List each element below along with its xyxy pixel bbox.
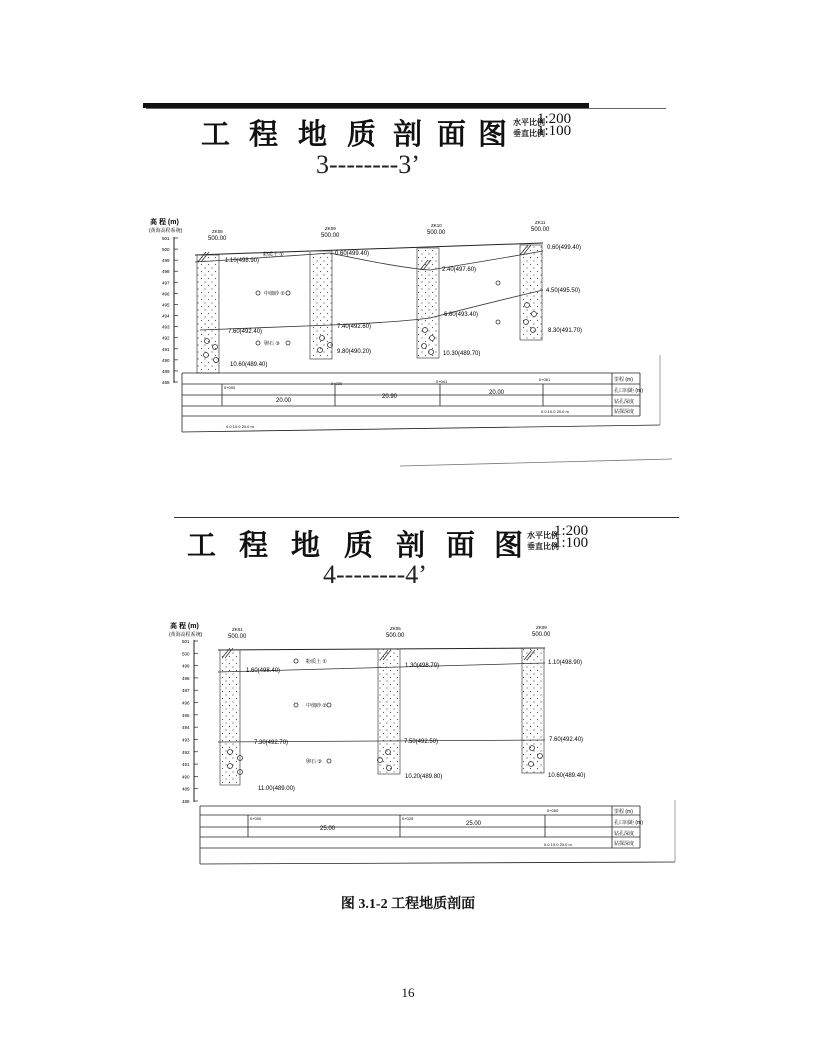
elevation-tick-label: 494 bbox=[162, 313, 170, 319]
section-title-char: 地 bbox=[298, 117, 329, 151]
row-label: 里程 (m) bbox=[614, 377, 633, 383]
elevation-tick-label: 489 bbox=[182, 786, 190, 792]
depth-label: 1.10(498.90) bbox=[225, 258, 260, 264]
section-title-char: 程 bbox=[239, 528, 270, 562]
borehole-elevation: 500.00 bbox=[228, 634, 247, 640]
elevation-tick-label: 501 bbox=[162, 236, 170, 241]
scale-value: 1:200 bbox=[554, 523, 589, 539]
depth-label: 7.40(492.60) bbox=[337, 324, 372, 330]
elevation-tick-label: 494 bbox=[182, 725, 190, 731]
figure-caption: 图 3.1-2 工程地质剖面 bbox=[340, 897, 476, 912]
elevation-tick-label: 491 bbox=[162, 346, 170, 352]
station-value: 0+041 bbox=[436, 379, 448, 384]
elevation-tick-label: 498 bbox=[162, 269, 170, 275]
borehole-elevation: 500.00 bbox=[386, 633, 405, 639]
elevation-tick-label: 500 bbox=[162, 247, 170, 253]
borehole-column bbox=[522, 648, 544, 773]
borehole-elevation: 500.00 bbox=[532, 632, 551, 638]
borehole-elevation: 500.00 bbox=[321, 233, 340, 239]
section-title-char: 程 bbox=[249, 117, 280, 151]
depth-label: 1.60(498.40) bbox=[246, 668, 281, 674]
elevation-tick-label: 492 bbox=[182, 749, 190, 755]
distance-value: 25.00 bbox=[466, 821, 482, 827]
row-label: 钻探深度 bbox=[614, 841, 635, 847]
depth-label: 8.30(491.70) bbox=[548, 328, 583, 334]
row-label: 孔口间距 (m) bbox=[614, 388, 643, 394]
elevation-axis-label: 高 程 (m) bbox=[170, 623, 199, 630]
distance-value: 20.90 bbox=[382, 394, 398, 400]
scale-label: 垂直比例 bbox=[513, 129, 545, 138]
depth-label: 7.60(492.40) bbox=[549, 737, 584, 743]
elevation-tick-label: 492 bbox=[162, 335, 170, 341]
elevation-tick-label: 495 bbox=[182, 712, 190, 718]
soil-label: 卵石 ③ bbox=[306, 759, 322, 765]
bar-scale: 0.0 10.0 20.0 m bbox=[544, 842, 572, 847]
borehole-id: ZK05 bbox=[390, 626, 401, 631]
scale-label: 水平比例 bbox=[527, 531, 559, 540]
scale-label: 垂直比例 bbox=[527, 542, 559, 551]
section-title-char: 质 bbox=[347, 117, 378, 151]
depth-label: 7.30(492.70) bbox=[254, 740, 289, 746]
elevation-tick-label: 498 bbox=[182, 675, 190, 681]
profile-table bbox=[200, 806, 675, 864]
soil-label: 中细砂 ② bbox=[264, 291, 285, 297]
station-value: 0+061 bbox=[539, 377, 551, 382]
section-title-char: 面 bbox=[446, 528, 477, 562]
station-value: 0+050 bbox=[547, 808, 559, 813]
elevation-axis-label: 高 程 (m) bbox=[150, 219, 179, 226]
depth-label: 4.50(495.50) bbox=[546, 288, 581, 294]
section-title-char: 工 bbox=[201, 117, 232, 151]
depth-label: 0.60(499.40) bbox=[335, 251, 370, 257]
depth-label: 6.60(493.40) bbox=[444, 312, 479, 318]
section-title-char: 面 bbox=[437, 117, 468, 151]
station-value: 0+025 bbox=[402, 816, 414, 821]
depth-label: 10.60(489.40) bbox=[548, 773, 586, 779]
bar-scale: 0.0 10.0 20.0 m bbox=[226, 424, 254, 429]
section-title-char: 图 bbox=[494, 528, 525, 562]
depth-label: 2.40(497.60) bbox=[442, 267, 477, 273]
elevation-tick-label: 491 bbox=[182, 762, 190, 768]
elevation-tick-label: 497 bbox=[162, 280, 170, 286]
scale-label: 水平比例 bbox=[513, 118, 545, 127]
row-label: 钻孔深度 bbox=[614, 831, 635, 837]
depth-label: 1.10(498.90) bbox=[548, 660, 583, 666]
elevation-tick-label: 495 bbox=[162, 302, 170, 308]
depth-label: 10.30(489.70) bbox=[443, 351, 481, 357]
depth-label: 7.50(492.50) bbox=[404, 739, 439, 745]
borehole-elevation: 500.00 bbox=[531, 227, 550, 233]
elevation-tick-label: 488 bbox=[162, 380, 170, 385]
depth-label: 10.20(489.80) bbox=[405, 774, 443, 780]
scale-value: 1:200 bbox=[537, 111, 572, 127]
elevation-tick-label: 497 bbox=[182, 688, 190, 694]
section-title-char: 质 bbox=[344, 528, 375, 562]
distance-value: 20.00 bbox=[489, 390, 505, 396]
depth-label: 11.00(489.00) bbox=[258, 786, 295, 792]
elevation-axis-sub: (黄海高程系统) bbox=[149, 228, 183, 234]
section-title-char: 工 bbox=[187, 528, 218, 562]
section-id: 3--------3’ bbox=[316, 150, 420, 179]
elevation-tick-label: 493 bbox=[162, 324, 170, 330]
borehole-id: ZK10 bbox=[431, 223, 442, 228]
elevation-tick-label: 489 bbox=[162, 368, 170, 374]
soil-label: 卵石 ③ bbox=[264, 341, 280, 347]
scale-value: 1:100 bbox=[554, 535, 589, 551]
borehole-id: ZK09 bbox=[325, 226, 336, 231]
row-label: 钻孔深度 bbox=[614, 399, 635, 405]
depth-label: 10.60(489.40) bbox=[230, 362, 268, 368]
elevation-tick-label: 490 bbox=[182, 774, 190, 780]
elevation-tick-label: 496 bbox=[162, 291, 170, 297]
elevation-tick-label: 501 bbox=[182, 639, 190, 644]
borehole-column bbox=[220, 650, 240, 785]
depth-label: 7.60(492.40) bbox=[228, 329, 263, 335]
elevation-axis-sub: (黄海高程系统) bbox=[169, 632, 203, 638]
section-id: 4--------4’ bbox=[323, 560, 427, 589]
section-title-char: 地 bbox=[291, 528, 322, 562]
elevation-tick-label: 499 bbox=[162, 258, 170, 264]
row-label: 孔口间距 (m) bbox=[614, 820, 643, 826]
borehole-id: ZK08 bbox=[212, 229, 223, 234]
elevation-tick-label: 488 bbox=[182, 799, 190, 804]
borehole-elevation: 500.00 bbox=[427, 230, 446, 236]
distance-value: 25.00 bbox=[320, 826, 336, 832]
station-value: 0+020 bbox=[331, 381, 343, 386]
section-title-char: 剖 bbox=[396, 528, 427, 562]
soil-label: 中细砂 ② bbox=[306, 703, 327, 709]
borehole-id: ZK01 bbox=[232, 627, 243, 632]
elevation-tick-label: 500 bbox=[182, 651, 190, 657]
elevation-tick-label: 499 bbox=[182, 663, 190, 669]
scale-value: 1:100 bbox=[537, 123, 572, 139]
page-number: 16 bbox=[401, 985, 415, 1000]
station-value: 0+000 bbox=[224, 385, 236, 390]
elevation-tick-label: 496 bbox=[182, 700, 190, 706]
elevation-tick-label: 490 bbox=[162, 357, 170, 363]
depth-label: 0.60(499.40) bbox=[547, 245, 582, 251]
row-label: 里程 (m) bbox=[614, 809, 633, 815]
section-title-char: 图 bbox=[478, 117, 509, 151]
borehole-elevation: 500.00 bbox=[208, 236, 227, 242]
soil-label: 粉质土 ① bbox=[263, 252, 284, 258]
elevation-tick-label: 493 bbox=[182, 737, 190, 743]
bar-scale: 0.0 10.0 20.0 m bbox=[541, 409, 569, 414]
section-title-char: 剖 bbox=[393, 117, 424, 151]
distance-value: 20.00 bbox=[276, 398, 292, 404]
depth-label: 9.80(490.20) bbox=[337, 349, 372, 355]
borehole-id: ZK09 bbox=[536, 625, 547, 630]
row-label: 钻探深度 bbox=[614, 409, 635, 415]
soil-label: 粉质土 ① bbox=[306, 659, 327, 665]
station-value: 0+000 bbox=[250, 816, 262, 821]
borehole-id: ZK11 bbox=[535, 220, 546, 225]
depth-label: 1.30(498.70) bbox=[405, 663, 440, 669]
